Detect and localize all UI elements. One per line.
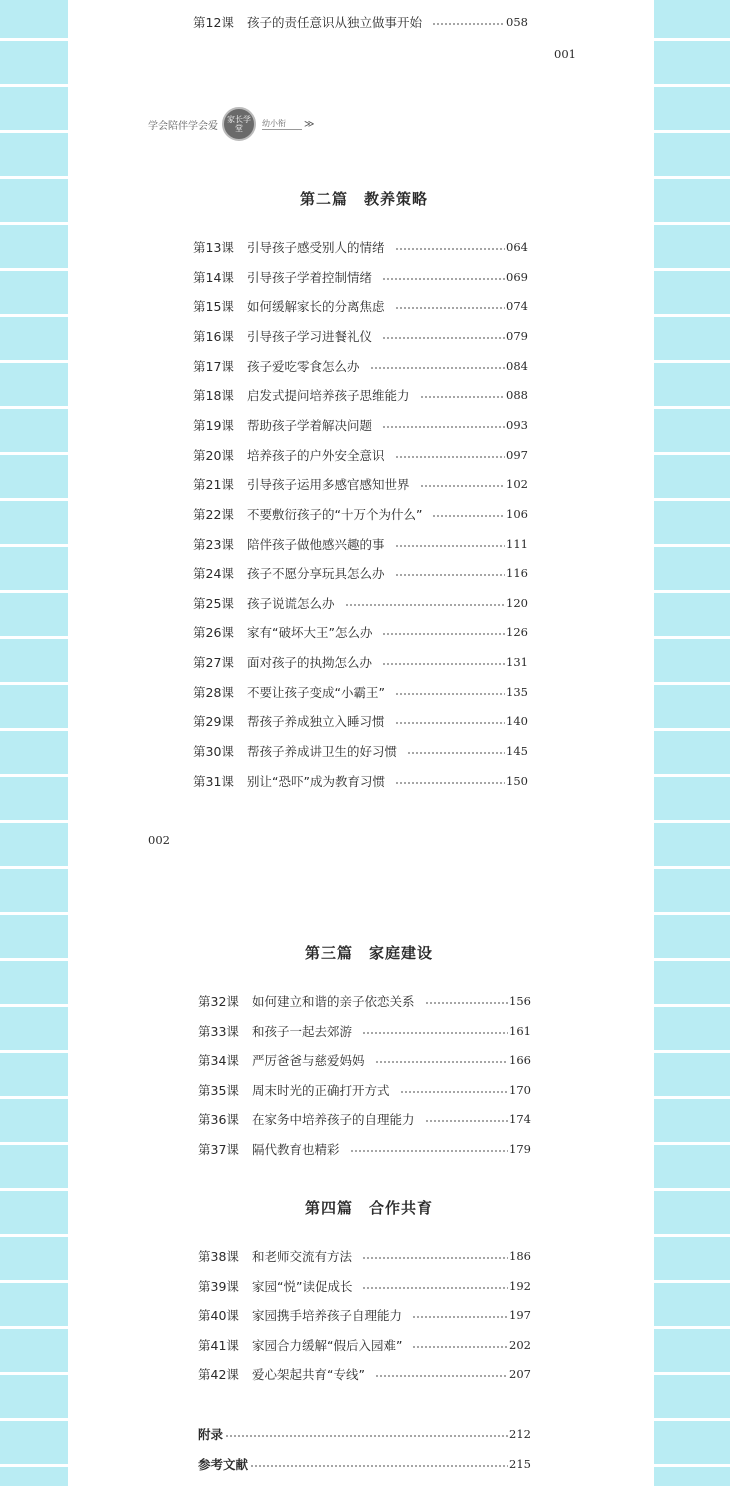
toc-entry — [193, 296, 528, 316]
toc-entry — [193, 682, 528, 702]
leader-dots — [432, 23, 505, 25]
series-tag: 幼小衔 — [262, 118, 302, 130]
lesson-page: 192 — [509, 1278, 531, 1293]
toc-entry — [193, 593, 528, 613]
leader-dots — [395, 574, 506, 576]
lesson-page: 102 — [506, 477, 528, 492]
leader-dots — [375, 1375, 508, 1377]
lesson-title: 陪伴孩子做他感兴趣的事 — [247, 536, 385, 552]
lesson-title: 启发式提问培养孩子思维能力 — [247, 388, 410, 404]
appendix-entry — [198, 1454, 531, 1474]
lesson-number: 第37课 — [198, 1142, 239, 1157]
leader-dots — [382, 426, 505, 428]
toc-entry — [198, 1276, 531, 1296]
lesson-number: 第41课 — [198, 1337, 239, 1353]
series-name: 学会陪伴学会爱 — [148, 120, 218, 132]
leader-dots — [382, 337, 505, 339]
lesson-number: 第26课 — [193, 625, 234, 641]
lesson-number: 第21课 — [193, 477, 234, 493]
lesson-page: 120 — [506, 595, 528, 610]
leader-dots — [250, 1465, 508, 1467]
lesson-number: 第38课 — [198, 1249, 239, 1264]
toc-entry — [193, 326, 528, 346]
leader-dots — [395, 248, 506, 250]
lesson-number: 第39课 — [198, 1278, 239, 1294]
toc-entry — [193, 12, 528, 32]
lesson-title: 帮孩子养成独立入睡习惯 — [247, 714, 385, 730]
lesson-title: 和老师交流有方法 — [252, 1249, 353, 1264]
lesson-page: 156 — [509, 994, 531, 1008]
page-number-top: 001 — [554, 47, 576, 61]
lesson-number: 第14课 — [193, 269, 234, 285]
lesson-number: 第12课 — [193, 15, 234, 30]
lesson-title: 严厉爸爸与慈爱妈妈 — [252, 1053, 365, 1069]
lesson-number: 第13课 — [193, 240, 234, 255]
toc-entry — [193, 534, 528, 554]
lesson-page: 084 — [506, 358, 528, 373]
series-logo: 家长学堂 — [222, 107, 256, 141]
section-title: 第三篇 家庭建设 — [305, 944, 434, 962]
lesson-number: 第42课 — [198, 1367, 239, 1383]
toc-entry — [198, 1246, 531, 1266]
lesson-title: 引导孩子感受别人的情绪 — [247, 240, 385, 255]
lesson-number: 第29课 — [193, 714, 234, 730]
leader-dots — [382, 278, 505, 280]
toc-entry — [193, 771, 528, 791]
leader-dots — [370, 367, 506, 369]
lesson-page: 111 — [506, 536, 528, 551]
lesson-page: 074 — [506, 299, 528, 314]
leader-dots — [345, 604, 506, 606]
lesson-number: 第24课 — [193, 566, 234, 582]
lesson-title: 在家务中培养孩子的自理能力 — [252, 1112, 415, 1128]
lesson-title: 别让“恐吓”成为教育习惯 — [247, 773, 385, 789]
lesson-title: 如何缓解家长的分离焦虑 — [247, 299, 385, 315]
leader-dots — [362, 1257, 508, 1259]
lesson-number: 第20课 — [193, 447, 234, 463]
toc-entry — [193, 622, 528, 642]
leader-dots — [407, 752, 505, 754]
lesson-page: 088 — [506, 388, 528, 403]
toc-entry — [198, 1109, 531, 1129]
lesson-title: 周末时光的正确打开方式 — [252, 1082, 390, 1098]
lesson-title: 孩子爱吃零食怎么办 — [247, 358, 360, 374]
lesson-number: 第25课 — [193, 595, 234, 611]
leader-dots — [400, 1091, 509, 1093]
lesson-title: 家园携手培养孩子自理能力 — [252, 1308, 403, 1324]
leader-dots — [362, 1032, 508, 1034]
lesson-number: 第30课 — [193, 744, 234, 760]
lesson-title: 孩子不愿分享玩具怎么办 — [247, 566, 385, 582]
toc-entry — [198, 1139, 531, 1159]
lesson-page: 186 — [509, 1249, 531, 1263]
lesson-number: 第23课 — [193, 536, 234, 552]
lesson-number: 第27课 — [193, 655, 234, 671]
lesson-page: 212 — [509, 1427, 531, 1441]
toc-entry — [193, 237, 528, 257]
lesson-page: 079 — [506, 328, 528, 343]
lesson-page: 174 — [509, 1112, 531, 1127]
leader-dots — [412, 1346, 508, 1348]
lesson-number: 第33课 — [198, 1023, 239, 1039]
lesson-title: 孩子说谎怎么办 — [247, 595, 335, 611]
lesson-title: 帮助孩子学着解决问题 — [247, 417, 373, 433]
lesson-page: 116 — [506, 566, 528, 581]
lesson-number: 第22课 — [193, 506, 234, 522]
lesson-page: 058 — [506, 15, 528, 29]
section-title: 第二篇 教养策略 — [300, 190, 429, 208]
lesson-number: 第34课 — [198, 1053, 239, 1069]
lesson-page: 069 — [506, 269, 528, 284]
leader-dots — [395, 307, 506, 309]
lesson-title: 引导孩子运用多感官感知世界 — [247, 477, 410, 493]
lesson-page: 197 — [509, 1308, 531, 1323]
series-header — [148, 104, 314, 144]
lesson-page: 161 — [509, 1023, 531, 1038]
lesson-page: 135 — [506, 684, 528, 699]
lesson-number: 第15课 — [193, 299, 234, 315]
leader-dots — [375, 1061, 509, 1063]
leader-dots — [395, 722, 506, 724]
lesson-title: 不要敷衍孩子的“十万个为什么” — [247, 506, 423, 522]
lesson-title: 家园“悦”读促成长 — [252, 1278, 353, 1294]
page-number-middle: 002 — [148, 833, 170, 847]
lesson-page: 145 — [506, 744, 528, 759]
lesson-page: 166 — [509, 1053, 531, 1068]
appendix-entry — [198, 1424, 531, 1444]
lesson-title: 家园合力缓解“假后入园难” — [252, 1337, 403, 1353]
leader-dots — [425, 1002, 509, 1004]
appendix-title: 附录 — [198, 1427, 224, 1442]
lesson-page: 179 — [509, 1142, 531, 1156]
lesson-page: 106 — [506, 506, 528, 521]
lesson-page: 170 — [509, 1082, 531, 1097]
toc-entry — [198, 1050, 531, 1070]
lesson-title: 孩子的责任意识从独立做事开始 — [247, 15, 423, 30]
lesson-page: 215 — [509, 1456, 531, 1471]
lesson-number: 第36课 — [198, 1112, 239, 1128]
toc-entry — [193, 563, 528, 583]
lesson-title: 和孩子一起去郊游 — [252, 1023, 353, 1039]
leader-dots — [362, 1287, 508, 1289]
lesson-page: 131 — [506, 655, 528, 670]
toc-entry — [193, 445, 528, 465]
lesson-number: 第16课 — [193, 328, 234, 344]
right-side-panel — [654, 0, 730, 1486]
lesson-title: 引导孩子学着控制情绪 — [247, 269, 373, 285]
toc-entry — [193, 356, 528, 376]
leader-dots — [420, 485, 506, 487]
lesson-title: 爱心架起共育“专线” — [252, 1367, 365, 1383]
toc-entry — [193, 415, 528, 435]
left-side-panel — [0, 0, 68, 1486]
lesson-page: 064 — [506, 240, 528, 254]
lesson-title: 引导孩子学习进餐礼仪 — [247, 328, 373, 344]
appendix-title: 参考文献 — [198, 1456, 249, 1472]
leader-dots — [382, 663, 505, 665]
lesson-number: 第18课 — [193, 388, 234, 404]
lesson-title: 培养孩子的户外安全意识 — [247, 447, 385, 463]
leader-dots — [420, 396, 506, 398]
lesson-title: 面对孩子的执拗怎么办 — [247, 655, 373, 671]
lesson-page: 207 — [509, 1367, 531, 1382]
lesson-number: 第19课 — [193, 417, 234, 433]
toc-entry — [193, 385, 528, 405]
lesson-page: 126 — [506, 625, 528, 640]
leader-dots — [395, 545, 506, 547]
toc-entry — [193, 711, 528, 731]
leader-dots — [425, 1120, 509, 1122]
lesson-number: 第31课 — [193, 773, 234, 789]
leader-dots — [395, 456, 506, 458]
toc-entry — [193, 741, 528, 761]
lesson-title: 隔代教育也精彩 — [252, 1142, 340, 1157]
toc-entry — [193, 474, 528, 494]
lesson-number: 第28课 — [193, 684, 234, 700]
toc-entry — [198, 1305, 531, 1325]
lesson-number: 第17课 — [193, 358, 234, 374]
toc-entry — [193, 504, 528, 524]
chevron-right-icon: ≫ — [304, 118, 315, 130]
lesson-title: 帮孩子养成讲卫生的好习惯 — [247, 744, 398, 760]
toc-entry — [193, 652, 528, 672]
toc-entry — [198, 1335, 531, 1355]
leader-dots — [432, 515, 505, 517]
toc-entry — [198, 1080, 531, 1100]
section-title: 第四篇 合作共育 — [305, 1199, 434, 1217]
leader-dots — [350, 1150, 509, 1152]
toc-entry — [193, 267, 528, 287]
toc-entry — [198, 991, 531, 1011]
leader-dots — [412, 1316, 508, 1318]
lesson-number: 第40课 — [198, 1308, 239, 1324]
leader-dots — [382, 633, 505, 635]
lesson-number: 第35课 — [198, 1082, 239, 1098]
lesson-page: 093 — [506, 417, 528, 432]
lesson-page: 150 — [506, 773, 528, 788]
leader-dots — [395, 782, 505, 784]
lesson-page: 097 — [506, 447, 528, 462]
toc-entry — [198, 1021, 531, 1041]
leader-dots — [225, 1435, 508, 1437]
lesson-title: 不要让孩子变成“小霸王” — [247, 684, 385, 700]
lesson-title: 家有“破坏大王”怎么办 — [247, 625, 373, 641]
lesson-number: 第32课 — [198, 994, 239, 1009]
lesson-title: 如何建立和谐的亲子依恋关系 — [252, 994, 415, 1009]
toc-entry — [198, 1364, 531, 1384]
lesson-page: 140 — [506, 714, 528, 729]
leader-dots — [395, 693, 505, 695]
lesson-page: 202 — [509, 1337, 531, 1352]
